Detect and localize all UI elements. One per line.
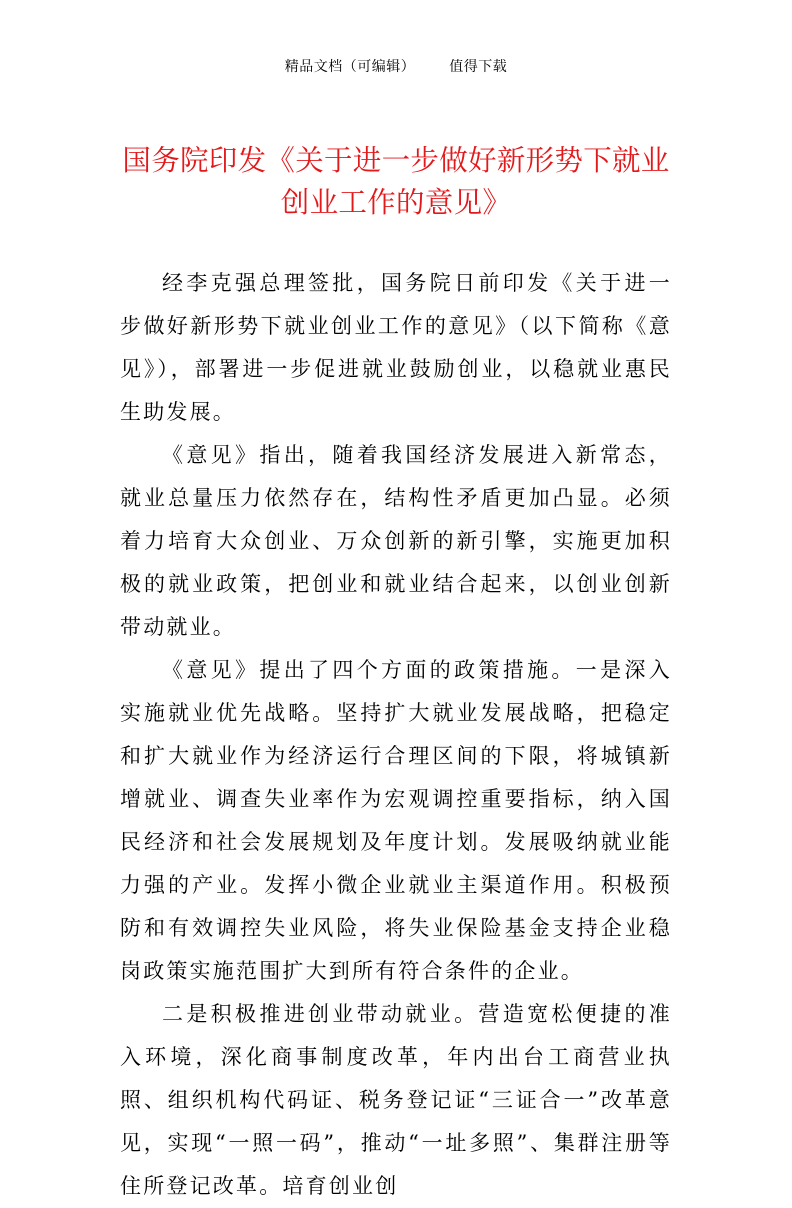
header-right-text: 值得下载 [449, 59, 508, 75]
paragraph-2: 《意见》指出，随着我国经济发展进入新常态，就业总量压力依然存在，结构性矛盾更加凸显。必须着力培育大众创业、万众创新的新引擎，实施更加积极的就业政策，把创业和就业结合起来，以创业创新带动就业。 [120, 443, 672, 639]
title-line-2: 创业工作的意见》 [280, 186, 512, 219]
header-left-text: 精品文档（可编辑） [284, 59, 416, 75]
title-line-1: 国务院印发《关于进一步做好新形势下就业 [122, 144, 670, 177]
paragraph-3: 《意见》提出了四个方面的政策措施。一是深入实施就业优先战略。坚持扩大就业发展战略，把稳定和扩大就业作为经济运行合理区间的下限，将城镇新增就业、调查失业率作为宏观调控重要指标，纳入国民经济和社会发展规划及年度计划。发展吸纳就业能力强的产业。发挥小微企业就业主渠道作用。积极预防和有效调控失业风险，将失业保险基金支持企业稳岗政策实施范围扩大到所有符合条件的企业。 [120, 658, 672, 983]
paragraph-1: 经李克强总理签批，国务院日前印发《关于进一步做好新形势下就业创业工作的意见》（以下简称《意见》），部署进一步促进就业鼓励创业，以稳就业惠民生助发展。 [120, 271, 672, 424]
document-body [120, 262, 672, 1208]
paragraph-4: 二是积极推进创业带动就业。营造宽松便捷的准入环境，深化商事制度改革，年内出台工商营业执照、组织机构代码证、税务登记证“三证合一”改革意见，实现“一照一码”，推动“一址多照”、集群注册等住所登记改革。培育创业创 [120, 1002, 672, 1198]
page-header [0, 57, 792, 77]
document-title [60, 140, 732, 224]
